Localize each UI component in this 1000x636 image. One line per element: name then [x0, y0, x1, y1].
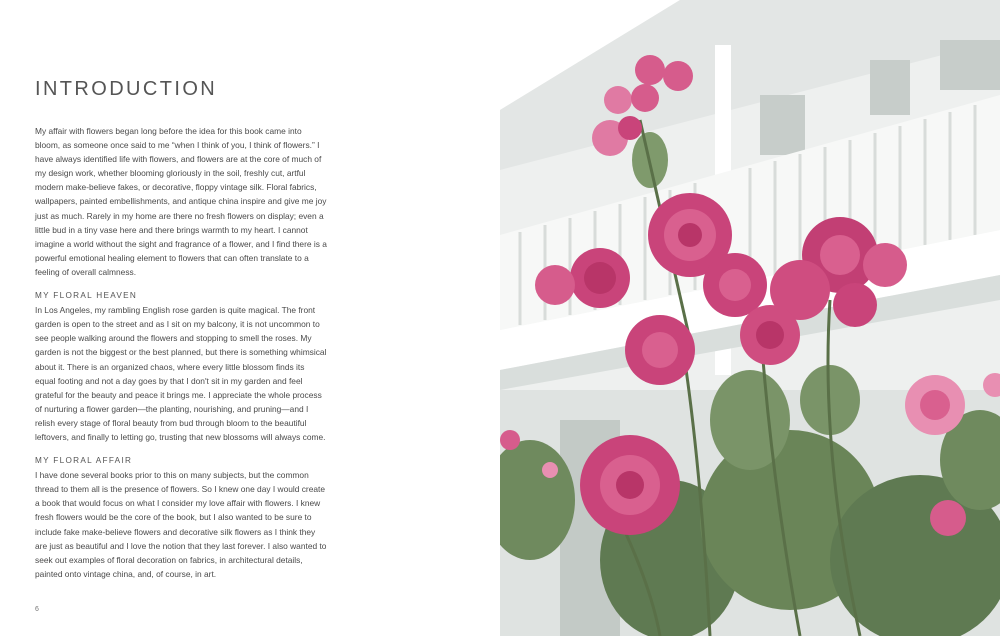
section-floral-affair	[35, 454, 327, 581]
window	[940, 40, 1000, 90]
page-title: INTRODUCTION	[35, 78, 218, 100]
section-floral-heaven	[35, 289, 327, 444]
intro-paragraph: My affair with flowers began long before the idea for this book came into bloom, as someone once said to me “when I think of you, I think of flowers.” I have always identified life with flowers, and flowers are at the core of much of my design work, whether blooming gloriously in the soil, freshly cut, artful modern make-believe fakes, or decorative, floppy vintage silk. Floral fabrics, wallpapers, painted embellishments, and antique china inspire and give me joy just as much. Rarely in my home are there no fresh flowers on display; even a little bud in a tiny vase here and there brings warmth to my heart. I cannot imagine a world without the sight and fragrance of a flower, and I find there is a powerful emotional healing element to flowers that can often translate to a feeling of overall calmness.	[35, 126, 327, 277]
rose-photo	[500, 0, 1000, 636]
window	[760, 95, 805, 155]
section-paragraph: In Los Angeles, my rambling English rose garden is quite magical. The front garden is open to the street and as I sit on my balcony, it is not uncommon to see people walking around the flowers and stopping to smell the roses. My garden is not the biggest or the best planned, but there is something whimsical about it. There is an organized chaos, where every little blossom finds its equal footing and not a day goes by that I don't sit in my garden and feel grateful for the beauty and peace it brings me. I appreciate the whole process of nurturing a flower garden—the planting, nourishing, and pruning—and I relish every stage of floral beauty from bud through bloom to the beautiful leftovers, and finally to letting go, trusting that new blossoms will always come.	[35, 305, 327, 442]
section-heading: MY FLORAL AFFAIR	[35, 456, 133, 466]
section-heading: MY FLORAL HEAVEN	[35, 291, 138, 301]
window	[870, 60, 910, 115]
section-paragraph: I have done several books prior to this on many subjects, but the common thread to them all is the presence of flowers. So I knew one day I would create a book that would focus on what I consider my love affair with flowers. I knew fresh flowers would be the core of the book, but I also wanted to be sure to include fake make-believe flowers and decorative silk flowers as I think they are just as beautiful and I love the notion that they last forever. I also wanted to seek out examples of floral decoration on fabrics, in architectural details, painted onto vintage china, and, of course, in art.	[35, 470, 327, 579]
body-text	[35, 124, 327, 591]
page-number: 6	[35, 606, 39, 613]
rose-photo-illustration	[500, 0, 1000, 636]
